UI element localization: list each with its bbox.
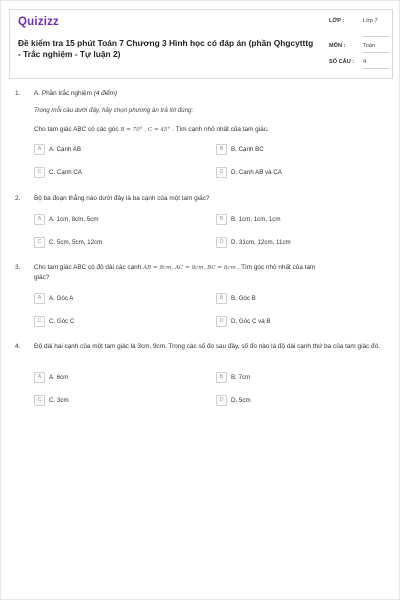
q2-option-d[interactable] — [216, 236, 291, 248]
q2-option-b[interactable] — [216, 213, 281, 225]
question-1-section — [34, 89, 389, 98]
option-text: A. 1cm, 8cm, 5cm — [49, 215, 99, 223]
option-letter: A — [34, 144, 45, 155]
option-text: C. Góc C — [49, 317, 75, 325]
question-1-instruction: Trong mỗi câu dưới đây, hãy chọn phương án trả lời đúng: — [34, 107, 194, 114]
quizizz-logo: Quizizz — [18, 16, 60, 28]
option-text: C. Cạnh CA — [49, 168, 83, 176]
section-title: A. Phần trắc nghiệm — [34, 90, 92, 97]
q4-option-c[interactable] — [34, 394, 69, 406]
worksheet-header — [9, 9, 393, 79]
option-text: C. 3cm — [49, 396, 69, 404]
grade-value: Lớp 7 — [363, 17, 389, 37]
option-text: C. 5cm, 5cm, 12cm — [49, 238, 103, 246]
option-text: B. 1cm, 1cm, 1cm — [231, 215, 281, 223]
option-letter: C — [34, 237, 45, 248]
q3-text-line2: giác? — [34, 274, 50, 281]
page-title: Đề kiểm tra 15 phút Toán 7 Chương 3 Hình học có đáp án (phần Qhgcytttg - Trắc nghiệm - Tự luận 2) — [18, 38, 314, 59]
option-letter: A — [34, 214, 45, 225]
option-text: B. Góc B — [231, 294, 256, 302]
option-letter: D — [216, 395, 227, 406]
option-letter: C — [34, 395, 45, 406]
q3-option-c[interactable] — [34, 315, 74, 327]
q1-option-b[interactable] — [216, 143, 264, 155]
question-1-number: 1. — [15, 90, 21, 97]
question-4-text: Độ dài hai cạnh của một tam giác là 3cm, 9cm. Trong các số đo sau đây, số đo nào là độ dài cạnh thứ ba của tam giác đó. — [34, 343, 380, 350]
question-count-label: SỐ CÂU : — [329, 59, 355, 65]
q3-text-pre: Cho tam giác ABC có độ dài các cạnh — [34, 264, 142, 271]
subject-label: MÔN : — [329, 43, 346, 49]
question-4-number: 4. — [15, 343, 21, 350]
option-letter: B — [216, 144, 227, 155]
option-text: B. 7cm — [231, 373, 251, 381]
grade-label: LỚP : — [329, 18, 345, 24]
q2-option-a[interactable] — [34, 213, 99, 225]
option-letter: C — [34, 316, 45, 327]
option-text: D. Góc C và B — [231, 317, 271, 325]
option-text: D. Cạnh AB và CA — [231, 168, 282, 176]
question-2-text: Bộ ba đoạn thẳng nào dưới đây là ba cạnh của một tam giác? — [34, 195, 210, 202]
q4-option-a[interactable] — [34, 371, 68, 383]
option-text: A. Góc A — [49, 294, 74, 302]
question-3-number: 3. — [15, 264, 21, 271]
option-letter: B — [216, 293, 227, 304]
q1-math: B = 70° , C = 45° — [120, 127, 171, 133]
subject-value: Toán — [363, 42, 389, 53]
option-letter: A — [34, 293, 45, 304]
option-letter: A — [34, 372, 45, 383]
option-text: D. 5cm — [231, 396, 251, 404]
option-letter: B — [216, 214, 227, 225]
option-text: D. 31cm, 12cm, 11cm — [231, 238, 291, 246]
section-note: (4 điểm) — [93, 90, 118, 97]
option-letter: B — [216, 372, 227, 383]
option-letter: D — [216, 237, 227, 248]
question-1-text — [34, 125, 389, 135]
option-letter: C — [34, 167, 45, 178]
option-letter: D — [216, 316, 227, 327]
question-count-value: 4 — [363, 58, 389, 69]
q3-text-post: . Tìm góc nhỏ nhất của tam — [237, 264, 316, 271]
option-letter: D — [216, 167, 227, 178]
option-text: B. Cạnh BC — [231, 145, 264, 153]
q1-option-a[interactable] — [34, 143, 81, 155]
q3-math: AB = 8cm, AC = 8cm, BC = 6cm — [143, 265, 236, 271]
q1-text-pre: Cho tam giác ABC có các góc — [34, 126, 119, 133]
q2-option-c[interactable] — [34, 236, 102, 248]
question-2-number: 2. — [15, 195, 21, 202]
q1-option-c[interactable] — [34, 166, 82, 178]
q3-option-a[interactable] — [34, 292, 73, 304]
q1-option-d[interactable] — [216, 166, 282, 178]
option-text: A. 6cm — [49, 373, 69, 381]
q4-option-b[interactable] — [216, 371, 250, 383]
q3-option-b[interactable] — [216, 292, 256, 304]
question-3-text — [34, 263, 389, 282]
q3-option-d[interactable] — [216, 315, 271, 327]
q4-option-d[interactable] — [216, 394, 251, 406]
q1-text-post: . Tìm cạnh nhỏ nhất của tam giác. — [172, 126, 269, 133]
option-text: A. Cạnh AB — [49, 145, 81, 153]
